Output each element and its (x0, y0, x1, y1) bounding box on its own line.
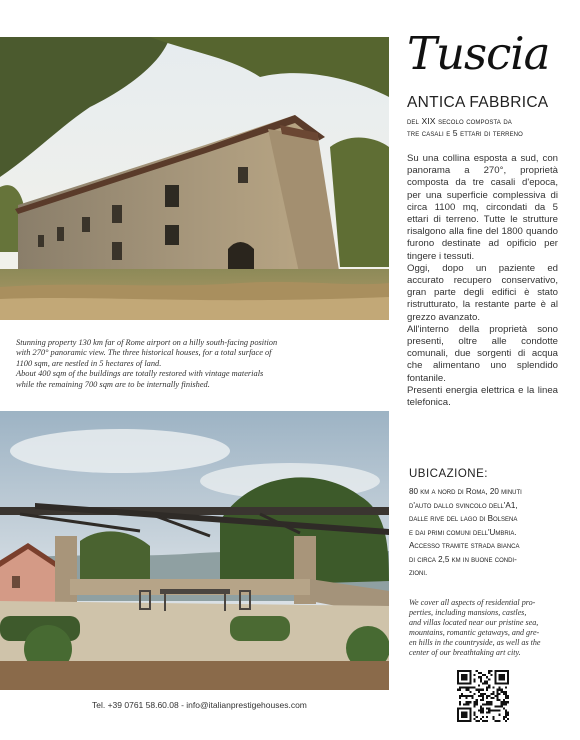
photo-caption (16, 338, 388, 390)
services-blurb (409, 598, 559, 657)
caption-line: with 270° panoramic view. The three historical houses, for a total surface of (16, 348, 272, 358)
location-line: di circa 2,5 km in buone condi- (409, 554, 517, 564)
location-line: zioni. (409, 568, 428, 577)
location-line: e dai primi comuni dell'Umbria. (409, 527, 517, 537)
contact-footer[interactable]: Tel. +39 0761 58.60.08 - info@italianprestigehouses.com (92, 700, 307, 710)
right-column (407, 28, 558, 409)
qr-code-icon[interactable] (457, 670, 509, 722)
services-line: en hills in the countryside, as well as the (409, 637, 541, 647)
property-subheading (407, 116, 558, 139)
property-headline: ANTICA FABBRICA (407, 94, 549, 111)
subheading-line: tre casali e 5 ettari di terreno (407, 127, 523, 138)
location-line: Accesso tramite strada bianca (409, 541, 520, 550)
description-paragraph: Oggi, dopo un paziente ed accurato recupero conservativo, gran parte degli edifici è stato ristrutturato, la restante parte è al grezzo avanzato. (407, 262, 558, 323)
caption-line: Stunning property 130 km far of Rome airport on a hilly south-facing position (16, 338, 278, 347)
location-description (409, 485, 558, 580)
photo-terrace (0, 411, 389, 690)
description-paragraph: Su una collina esposta a sud, con panorama a 270°, proprietà composta da tre casali d'epoca, per una superficie complessiva di circa 1100 mq, circondati da 5 ettari di terreno. Tutte le strutture risalgono alla fine del 1800 quando furono destinate ad opificio per tingere i tessuti. (407, 153, 558, 262)
page-title: Tuscia (407, 27, 550, 80)
services-line: and villas located near our pristine sea, (409, 617, 539, 627)
description-paragraph: All'interno della proprietà sono presenti, oltre alle condotte comunali, due sorgenti di acqua che alimentano uno splendido fontanile. (407, 323, 558, 384)
description-paragraph: Presenti energia elettrica e la linea telefonica. (407, 384, 558, 409)
caption-line: while the remaining 700 sqm are to be internally finished. (16, 379, 210, 389)
photo-farmhouse (0, 37, 389, 320)
location-line: 80 km a nord di Roma, 20 minuti (409, 487, 522, 496)
subheading-line: del XIX secolo composta da (407, 116, 512, 126)
location-line: dalle rive del lago di Bolsena (409, 514, 518, 523)
location-heading: UBICAZIONE: (409, 468, 488, 480)
services-line: perties, including mansions, castles, (409, 607, 527, 617)
services-line: We cover all aspects of residential pro- (409, 598, 536, 607)
caption-line: 1100 sqm, are nestled in 5 hectares of land. (16, 358, 162, 368)
services-line: center of our breathtaking art city. (409, 647, 521, 657)
location-line: d'auto dallo svincolo dell'A1, (409, 500, 518, 510)
services-line: mountains, romantic getaways, and gre- (409, 627, 540, 637)
property-description (407, 153, 558, 409)
caption-line: About 400 sqm of the buildings are totally restored with vintage materials (16, 369, 264, 379)
